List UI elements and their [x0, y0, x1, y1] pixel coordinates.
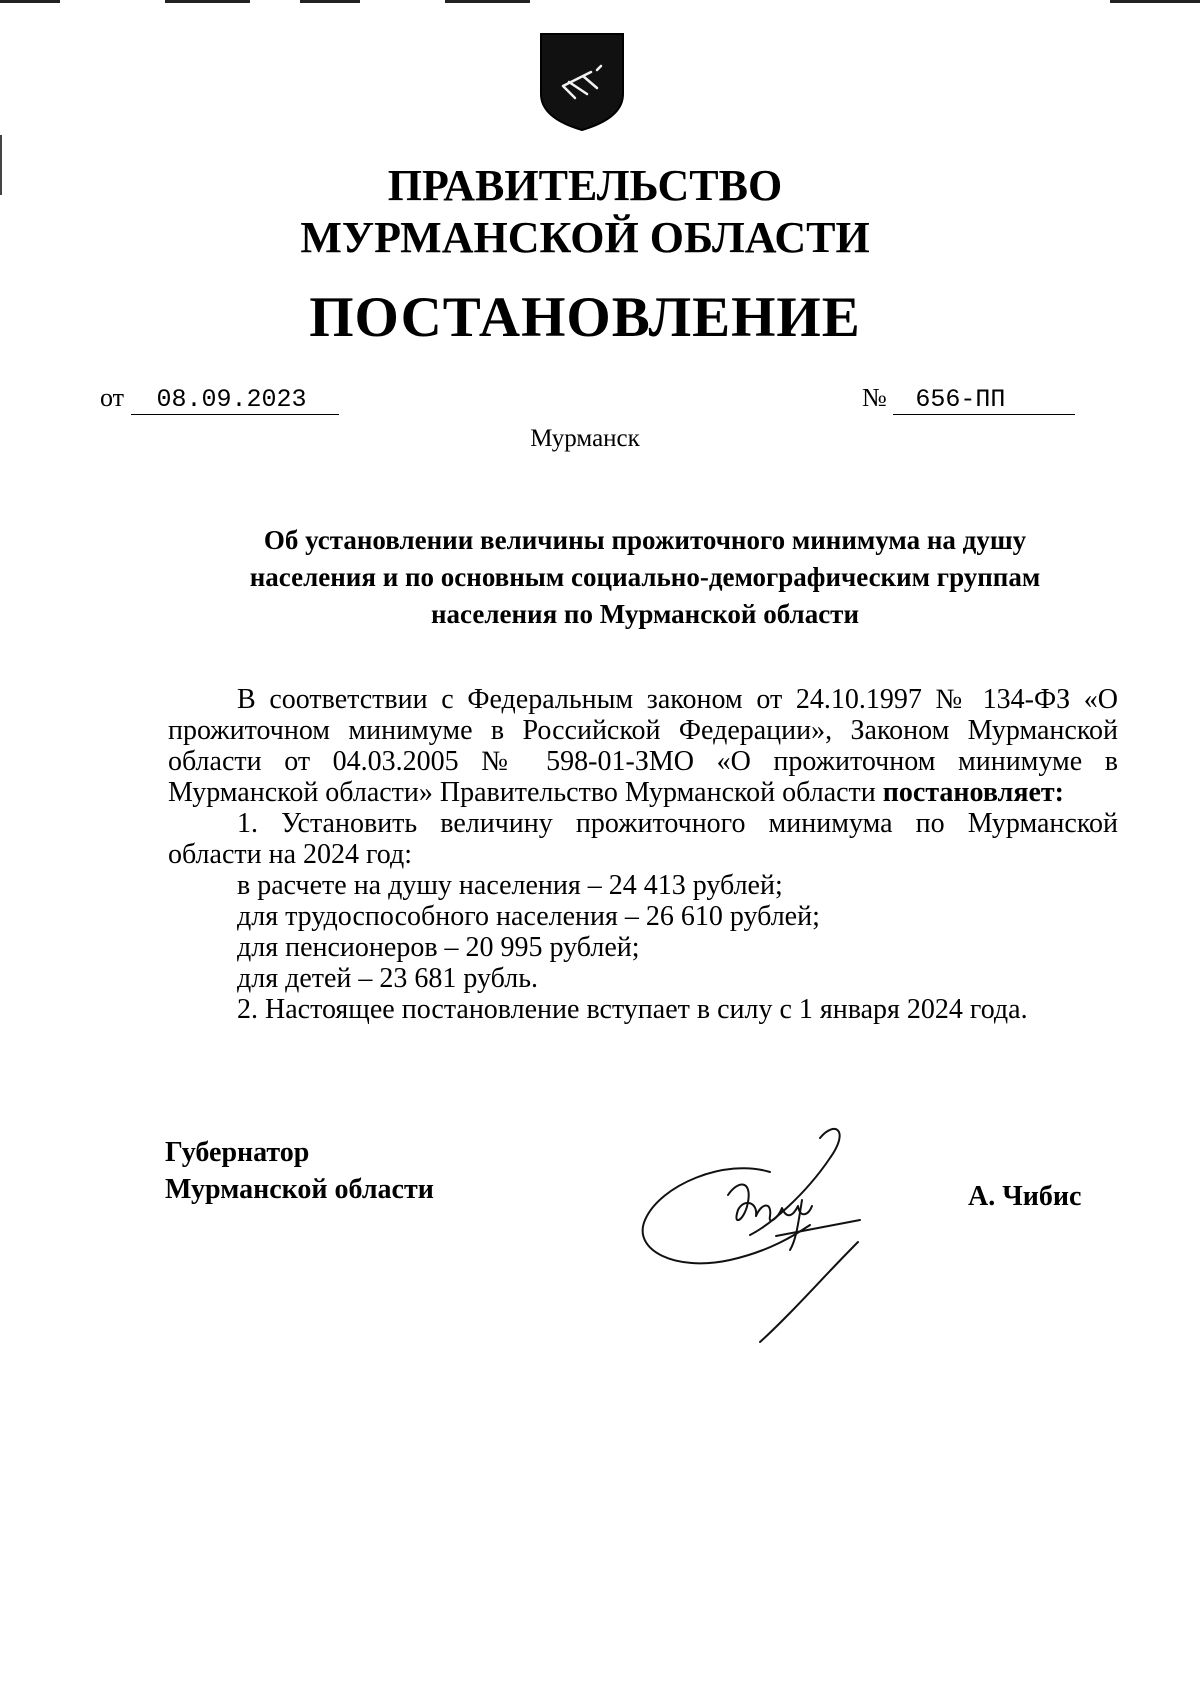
- date-value: 08.09.2023: [131, 385, 339, 415]
- signer-position: [165, 1134, 434, 1208]
- handwritten-signature-icon: [620, 1110, 920, 1350]
- list-item: для пенсионеров – 20 995 рублей;: [237, 932, 640, 963]
- date-field: [100, 383, 339, 415]
- scan-edge-mark: [300, 0, 360, 3]
- number-value: 656-ПП: [893, 385, 1075, 415]
- date-prefix: от: [100, 383, 125, 412]
- document-type: ПОСТАНОВЛЕНИЕ: [309, 286, 861, 349]
- title-line: Об установлении величины прожиточного минимума на душу: [263, 525, 1027, 555]
- document-title: [200, 522, 1090, 633]
- signer-position-line: Мурманской области: [165, 1174, 434, 1205]
- scan-edge-mark: [0, 0, 60, 3]
- signer-position-line: Губернатор: [165, 1137, 310, 1168]
- scan-edge-mark: [445, 0, 530, 3]
- point-2: 2. Настоящее постановление вступает в силу с 1 января 2024 года.: [237, 994, 1028, 1025]
- resolves-keyword: постановляет:: [882, 777, 1064, 808]
- point-1: 1. Установить величину прожиточного минимума по Мурманской области на 2024 год:: [168, 808, 1118, 870]
- title-line: населения по Мурманской области: [430, 599, 860, 629]
- coat-of-arms-emblem-icon: [539, 32, 625, 132]
- org-name-line2: МУРМАНСКОЙ ОБЛАСТИ: [300, 213, 870, 262]
- list-item: в расчете на душу населения – 24 413 рублей;: [237, 870, 783, 901]
- list-item: для трудоспособного населения – 26 610 рублей;: [237, 901, 820, 932]
- preamble-text: В соответствии с Федеральным законом от 24.10.1997 № 134-ФЗ «О прожиточном минимуме в Российской Федерации», Законом Мурманской области от 04.03.2005 № 598-01-ЗМО «О прожиточном минимуме в Мурманской области» Правительство Мурманской области: [168, 684, 1118, 808]
- number-field: [862, 383, 1075, 415]
- signer-name: А. Чибис: [968, 1181, 1082, 1212]
- document-body: [168, 684, 1118, 1025]
- city: Мурманск: [530, 425, 640, 452]
- scan-edge-mark: [165, 0, 250, 3]
- title-line: населения и по основным социально-демографическим группам: [249, 562, 1041, 592]
- list-item: для детей – 23 681 рубль.: [237, 963, 538, 994]
- scan-edge-mark: [1110, 0, 1200, 3]
- number-prefix: №: [862, 383, 887, 412]
- preamble-paragraph: [168, 684, 1118, 808]
- org-name-line1: ПРАВИТЕЛЬСТВО: [387, 161, 783, 210]
